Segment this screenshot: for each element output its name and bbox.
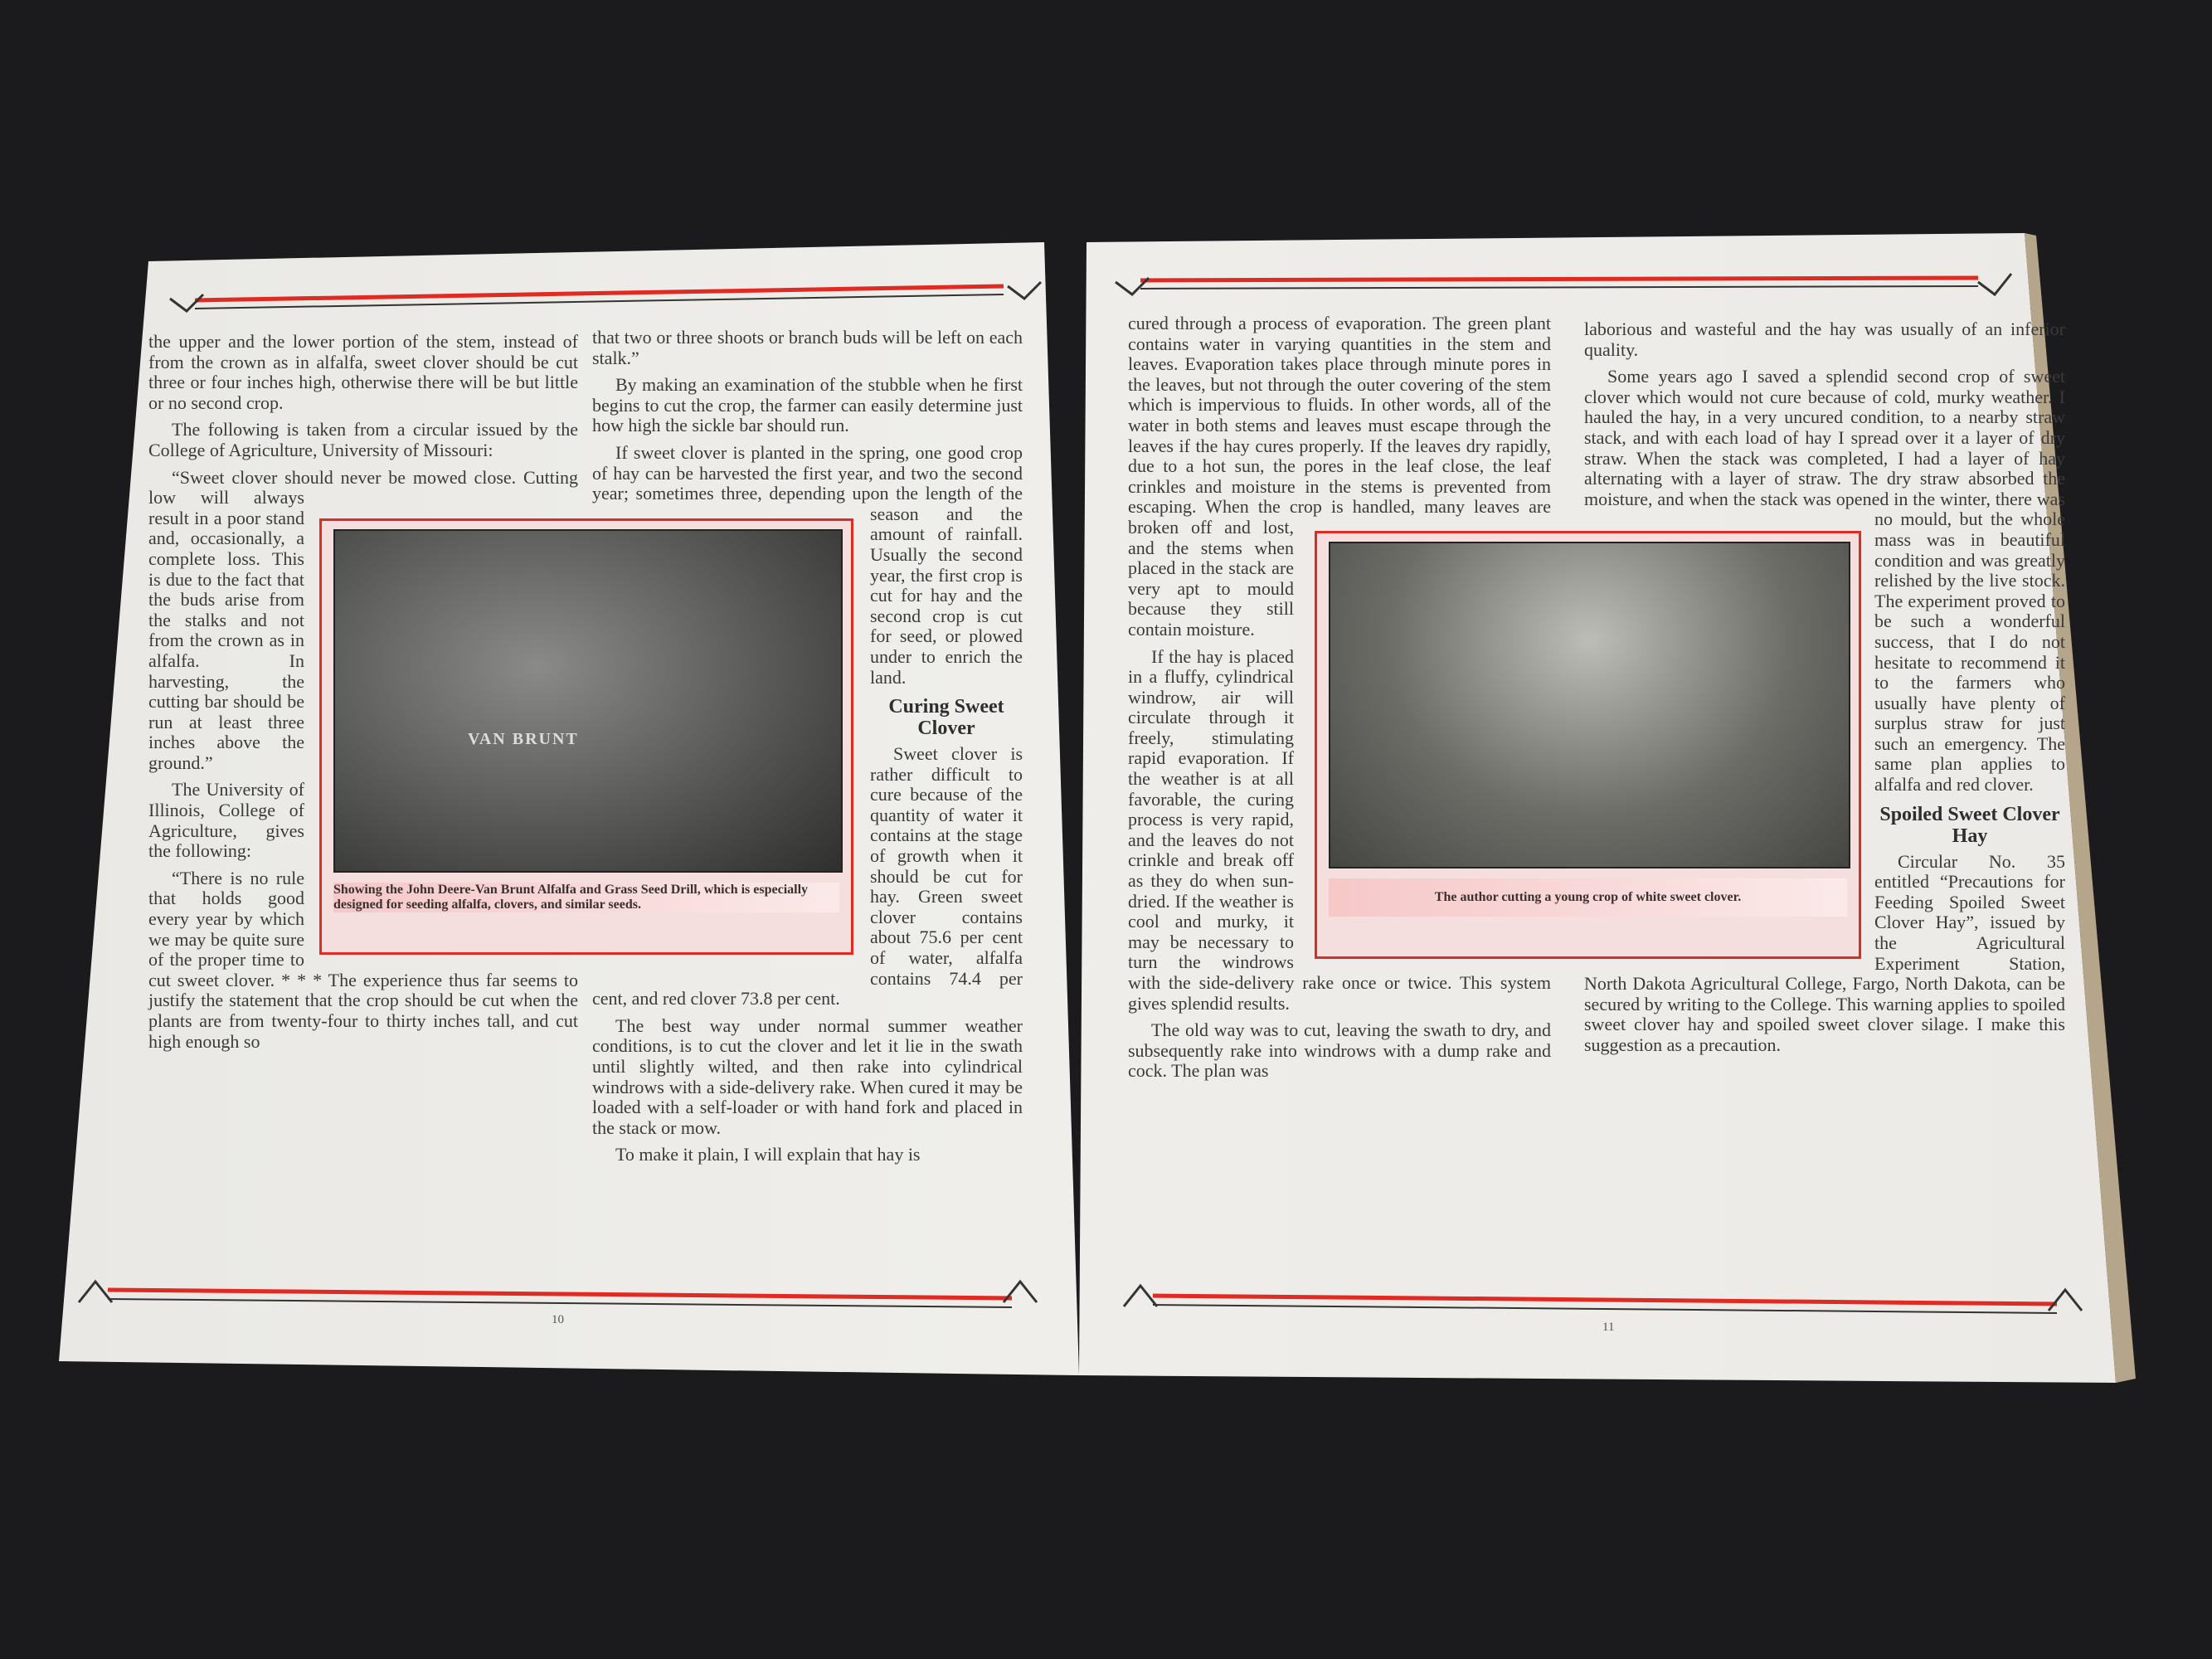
figure-caption: The author cutting a young crop of white sweet clover.: [1329, 878, 1847, 917]
paragraph: Circular No. 35 entitled “Precautions for Feeding Spoiled Sweet Clover Hay”, issued by the Agricultural Experiment Station, North Dakota Agricultural College, Fargo, North Dakota, can be secured by writing to the College. This warning applies to spoiled sweet clover hay and spoiled sweet clover silage. I make this suggestion as a precaution.: [1584, 850, 2065, 1055]
mowing-photo: [1329, 542, 1850, 868]
paragraph: Some years ago I saved a splendid second crop of sweet clover which would not cure because of cold, murky weather. I hauled the hay, in a very uncured condition, to a nearby straw stack, and with each load of hay I spread over it a layer of dry straw. When the stack was completed, I had a layer of hay alternating with a layer of straw. The dry straw absorbed the moisture, and when the stack was opened in the winter, there was no mould, but the whole mass was in beautiful condition and was greatly relished by the live stock. The experiment proved to be such a wonderful success, that I do not hesitate to recommend it to the farmers who usually have plenty of surplus straw for just such an emergency. The same plan applies to alfalfa and red clover.: [1584, 366, 2065, 795]
paragraph: the upper and the lower portion of the stem, instead of from the crown as in alfalfa, sweet clover should be cut three or four inches high, otherwise there will be but little or no second crop.: [148, 331, 578, 413]
left-top-border: [170, 282, 1041, 311]
paragraph: The following is taken from a circular issued by the College of Agriculture, University of Missouri:: [148, 419, 578, 460]
paragraph: The old way was to cut, leaving the swath to dry, and subsequently rake into windrows with a dump rake and cock. The plan was: [1128, 1019, 1551, 1082]
paragraph: If sweet clover is planted in the spring, one good crop of hay can be harvested the first year, and two the second year; sometimes three, depending upon the length of the season and the amount of rainfall. Usually the second year, the first crop is cut for hay and the second crop is cut for seed, or plowed under to enrich the land.: [592, 441, 1023, 688]
paragraph: laborious and wasteful and the hay was usually of an inferior quality.: [1584, 319, 2065, 360]
seed-drill-figure: [319, 518, 853, 955]
paragraph: By making an examination of the stubble when he first begins to cut the crop, the farmer can easily determine just how high the sickle bar should run.: [592, 374, 1023, 436]
mowing-figure: [1315, 531, 1861, 959]
left-bottom-border: [79, 1282, 1037, 1307]
paragraph: Sweet clover is rather difficult to cure because of the quantity of water it contains at the stage of growth when it should be cut for hay. Green sweet clover contains about 75.6 per cent of water, alfalfa contains 74.4 per cent, and red clover 73.8 per cent.: [592, 743, 1023, 1010]
figure-caption: Showing the John Deere-Van Brunt Alfalfa and Grass Seed Drill, which is especially designed for seeding alfalfa, clovers, and similar seeds.: [333, 883, 839, 912]
machine-lettering: VAN BRUNT: [468, 730, 579, 748]
paragraph: The University of Illinois, College of Agriculture, gives the following:: [148, 779, 304, 862]
section-heading: Curing Sweet Clover: [888, 696, 1004, 740]
paragraph: The best way under normal summer weather conditions, is to cut the clover and let it lie in the swath until slightly wilted, and then rake into cylindrical windrows with a side-delivery rake. When cured it may be loaded with a self-loader or with hand fork and placed in the stack or mow.: [592, 1014, 1023, 1138]
section-heading: Spoiled Sweet Clover Hay: [1879, 803, 2060, 847]
right-top-border: [1116, 274, 2011, 294]
seed-drill-photo: [333, 529, 843, 873]
paragraph: To make it plain, I will explain that hay is: [615, 1144, 921, 1165]
quote-missouri: “Sweet clover should never be mowed close. Cutting low will always result in a poor stand and, occasionally, a complete loss. This is due to the fact that the buds arise from the stalks and not from the crown as in alfalfa. In harvesting, the cutting bar should be run at least three inches above the ground.”: [148, 466, 578, 773]
paragraph: cured through a process of evaporation. The green plant contains water in varying quantities in the stem and leaves. Evaporation takes place through minute pores in the leaves, but not through the outer covering of the stem which is impervious to fluids. In other words, all of the water in both stems and leaves must escape through the leaves if the hay cures properly. If the leaves dry rapidly, due to a hot sun, the pores in the leaf close, the leaf crinkles and moisture in the stems is prevented from escaping. When the crop is handled, many leaves are broken off and lost, and the stems when placed in the stack are very apt to mould because they still contain moisture.: [1128, 313, 1551, 640]
page-number: 10: [552, 1313, 564, 1326]
quote-illinois: “There is no rule that holds good every year by which we may be quite sure of the proper time to cut sweet clover. * * * The experience thus far seems to justify the statement that the crop should be cut when the plants are from twenty-four to thirty inches tall, and cut high enough so: [148, 867, 578, 1052]
page-number: 11: [1602, 1321, 1615, 1334]
paragraph: If the hay is placed in a fluffy, cylindrical windrow, air will circulate through it freely, stimulating rapid evaporation. If the weather is at all favorable, the curing process is very rapid, and the leaves do not crinkle and break off as they do when sun-dried. If the weather is cool and murky, it may be necessary to turn the windrows with the side-delivery rake once or twice. This system gives splendid results.: [1128, 645, 1551, 1014]
paragraph: that two or three shoots or branch buds will be left on each stalk.”: [592, 327, 1023, 368]
right-bottom-border: [1124, 1286, 2082, 1313]
